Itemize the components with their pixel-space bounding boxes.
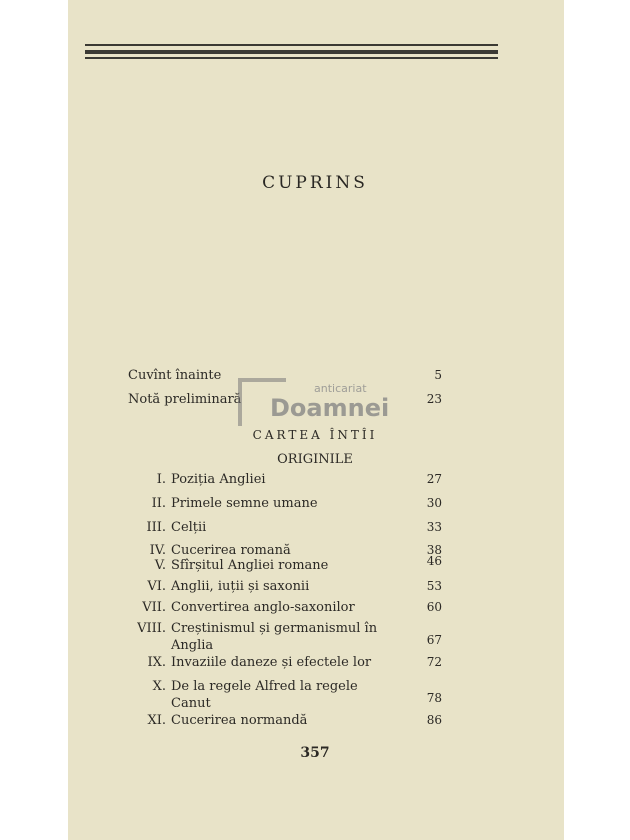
chapter-page: 30 <box>426 496 442 510</box>
part-heading: ORIGINILE <box>277 452 353 467</box>
chapter-number: I. <box>156 472 166 487</box>
top-rule <box>85 44 498 46</box>
chapter-number: II. <box>151 496 166 511</box>
chapter-number: III. <box>146 520 166 535</box>
top-rule <box>85 57 498 59</box>
toc-entry-label: Cuvînt înainte <box>128 368 222 383</box>
chapter-number: IV. <box>149 543 166 558</box>
chapter-title: Creștinismul și germanismul în <box>171 621 378 636</box>
chapter-title: Poziția Angliei <box>171 472 266 487</box>
chapter-number: VI. <box>147 579 166 594</box>
chapter-number: XI. <box>147 713 166 728</box>
toc-entry-label: Notă preliminară <box>128 392 242 407</box>
chapter-page: 60 <box>426 600 442 614</box>
toc-entry-page: 23 <box>426 392 442 406</box>
chapter-page: 67 <box>426 633 442 647</box>
chapter-title: De la regele Alfred la regele <box>171 679 358 694</box>
chapter-page: 53 <box>426 579 442 593</box>
chapter-number: VII. <box>142 600 166 615</box>
chapter-page: 72 <box>426 655 442 669</box>
toc-entry-page: 5 <box>434 368 442 382</box>
watermark-logo: anticariat Doamnei <box>238 378 378 442</box>
chapter-title: Cucerirea normandă <box>171 713 308 728</box>
chapter-title: Convertirea anglo-saxonilor <box>171 600 355 615</box>
book-heading: CARTEA ÎNTÎI <box>252 428 378 442</box>
chapter-number: V. <box>154 558 166 573</box>
chapter-page: 27 <box>426 472 442 486</box>
top-rule-thick <box>85 50 498 54</box>
chapter-title: Cucerirea romană <box>171 543 291 558</box>
chapter-title-continued: Canut <box>171 696 211 711</box>
chapter-number: IX. <box>147 655 166 670</box>
chapter-page: 78 <box>426 691 442 705</box>
chapter-number: VIII. <box>137 621 166 636</box>
chapter-title: Primele semne umane <box>171 496 318 511</box>
chapter-page: 33 <box>426 520 442 534</box>
chapter-title: Invaziile daneze și efectele lor <box>171 655 372 670</box>
chapter-title: Anglii, iuții și saxonii <box>171 579 310 594</box>
chapter-page: 38 <box>426 543 442 557</box>
chapter-number: X. <box>152 679 166 694</box>
page-title: CUPRINS <box>262 173 368 193</box>
chapter-title: Celții <box>171 520 207 535</box>
page-number: 357 <box>300 745 330 761</box>
chapter-page: 46 <box>426 554 442 568</box>
chapter-title: Sfîrșitul Angliei romane <box>171 558 329 573</box>
chapter-title-continued: Anglia <box>171 638 214 653</box>
chapter-page: 86 <box>426 713 442 727</box>
